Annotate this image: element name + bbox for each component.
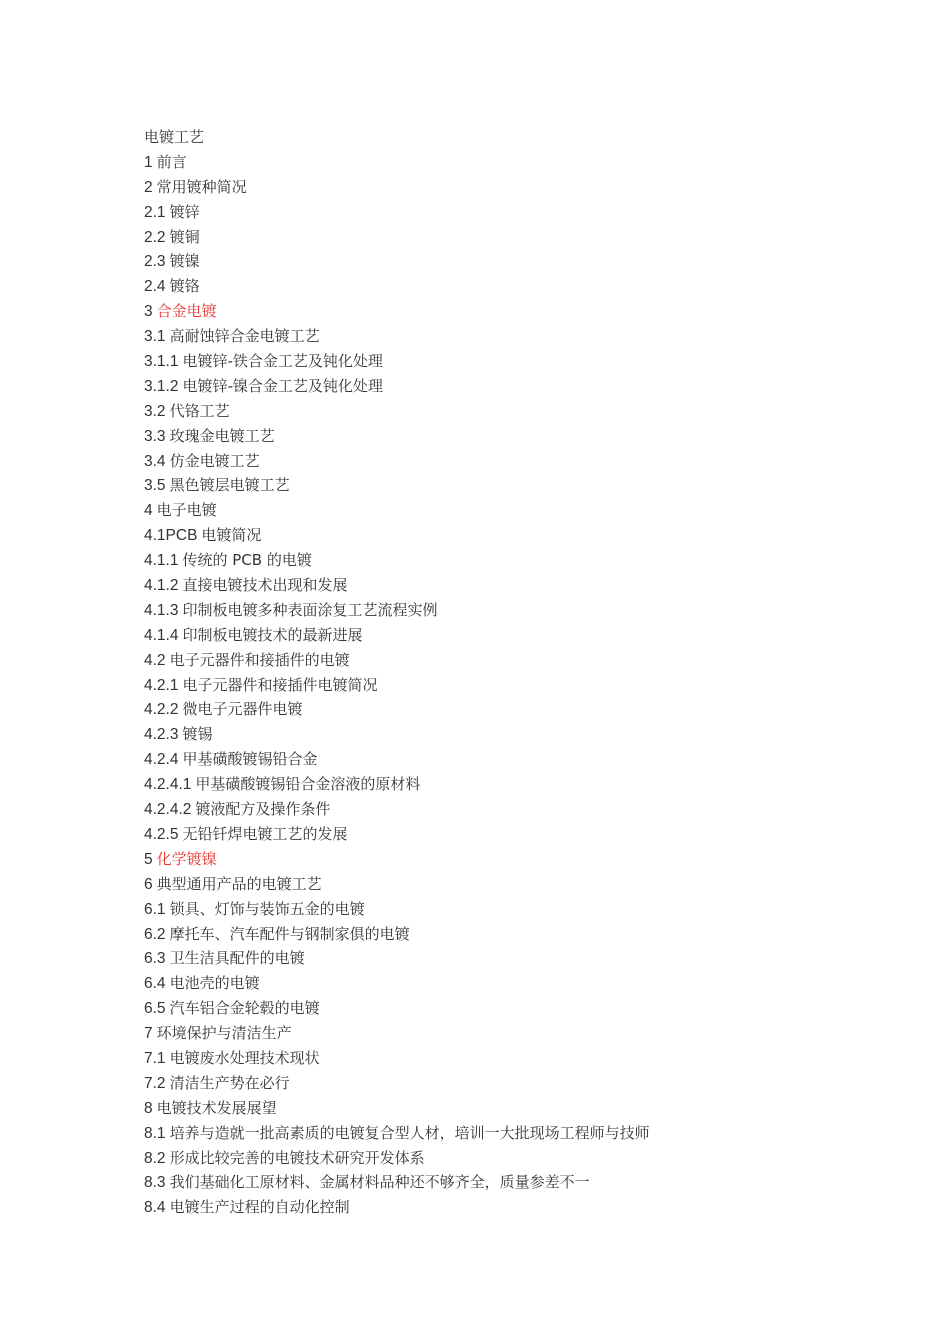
toc-entry	[144, 175, 904, 200]
toc-entry-text: 镀铜	[169, 227, 200, 246]
toc-entry-number: 4.1.2	[144, 577, 179, 595]
toc-entry-number: 3.3	[144, 427, 166, 445]
toc-entry-number: 4	[144, 502, 153, 520]
toc-entry-number: 3.4	[144, 452, 166, 470]
toc-entry-text: 代铬工艺	[169, 401, 230, 420]
toc-entry-text: 高耐蚀锌合金电镀工艺	[169, 327, 320, 346]
toc-entry-number: 4.1.1	[144, 552, 179, 570]
toc-entry-number: 6.4	[144, 975, 166, 993]
toc-entry-number: 2.3	[144, 253, 166, 271]
toc-entry	[144, 274, 904, 299]
toc-entry-text: 卫生洁具配件的电镀	[169, 949, 305, 968]
toc-entry-text: 玫瑰金电镀工艺	[169, 426, 275, 445]
document-page	[144, 125, 904, 1220]
toc-entry	[144, 299, 904, 324]
toc-entry-number: 6.5	[144, 1000, 166, 1018]
toc-entry-text: 我们基础化工原材料、金属材料品种还不够齐全，质量参差不一	[169, 1173, 590, 1192]
toc-entry-text: 典型通用产品的电镀工艺	[156, 874, 322, 893]
toc-entry-number: 3.2	[144, 402, 166, 420]
toc-entry-number: 4.2.3	[144, 726, 179, 744]
toc-entry	[144, 797, 904, 822]
toc-entry	[144, 200, 904, 225]
toc-entry	[144, 971, 904, 996]
toc-entry	[144, 1121, 904, 1146]
toc-entry-text: 电镀废水处理技术现状	[169, 1048, 320, 1067]
toc-entry	[144, 1195, 904, 1220]
toc-entry	[144, 772, 904, 797]
toc-entry-text: 镀液配方及操作条件	[195, 800, 331, 819]
toc-entry	[144, 872, 904, 897]
toc-entry-number: 4.2	[144, 651, 166, 669]
toc-entry	[144, 374, 904, 399]
toc-entry-number: 6.2	[144, 925, 166, 943]
toc-entry-text: 镀镍	[169, 252, 200, 271]
toc-entry	[144, 548, 904, 573]
toc-entry-text: 电镀生产过程的自动化控制	[169, 1198, 350, 1217]
toc-entry-text: 印制板电镀技术的最新进展	[182, 625, 363, 644]
toc-entry-number: 1	[144, 153, 153, 171]
toc-entry-text: 化学镀镍	[156, 849, 217, 868]
toc-entry	[144, 822, 904, 847]
toc-entry-number: 4.1PCB	[144, 527, 198, 545]
toc-entry	[144, 150, 904, 175]
toc-entry	[144, 996, 904, 1021]
toc-entry	[144, 598, 904, 623]
toc-entry	[144, 349, 904, 374]
toc-entry	[144, 623, 904, 648]
toc-entry-text: 常用镀种简况	[156, 177, 247, 196]
toc-entry-text: 电镀锌-铁合金工艺及钝化处理	[182, 352, 383, 371]
toc-entry-text: 合金电镀	[156, 302, 217, 321]
toc-entry-number: 2.1	[144, 203, 166, 221]
toc-entry-number: 4.2.1	[144, 676, 179, 694]
toc-entry-text: 印制板电镀多种表面涂复工艺流程实例	[182, 600, 438, 619]
toc-entry-text: 电子元器件和接插件电镀简况	[182, 675, 378, 694]
toc-entry-number: 3.1	[144, 328, 166, 346]
toc-entry-number: 7	[144, 1025, 153, 1043]
toc-entry-text: 直接电镀技术出现和发展	[182, 576, 348, 595]
toc-entry	[144, 946, 904, 971]
toc-entry-text: 传统的 PCB 的电镀	[182, 551, 312, 570]
toc-entry-text: 镀铬	[169, 277, 200, 296]
toc-entry-number: 8.4	[144, 1199, 166, 1217]
toc-entry-number: 4.1.4	[144, 626, 179, 644]
toc-entry-number: 4.2.5	[144, 825, 179, 843]
toc-entry-number: 3	[144, 303, 153, 321]
toc-entry-number: 2.4	[144, 278, 166, 296]
toc-entry-text: 前言	[156, 152, 187, 171]
toc-entry-text: 甲基磺酸镀锡铅合金溶液的原材料	[195, 775, 421, 794]
toc-entry-number: 8.2	[144, 1149, 166, 1167]
toc-entry-text: 电镀锌-镍合金工艺及钝化处理	[182, 376, 383, 395]
toc-entry	[144, 648, 904, 673]
toc-entry	[144, 1071, 904, 1096]
toc-entry	[144, 673, 904, 698]
toc-entry-text: 黑色镀层电镀工艺	[169, 476, 290, 495]
toc-entry-text: 锁具、灯饰与装饰五金的电镀	[169, 899, 365, 918]
toc-entry	[144, 697, 904, 722]
toc-entry-text: 微电子元器件电镀	[182, 700, 303, 719]
document-title: 电镀工艺	[144, 128, 205, 146]
toc-entry-text: 汽车铝合金轮毂的电镀	[169, 999, 320, 1018]
toc-entry-number: 4.2.2	[144, 701, 179, 719]
toc-entry-text: 电镀技术发展展望	[156, 1098, 277, 1117]
toc-entry-number: 5	[144, 850, 153, 868]
toc-entry	[144, 324, 904, 349]
toc-entry-number: 6.1	[144, 900, 166, 918]
toc-entry-number: 3.1.2	[144, 377, 179, 395]
toc-entry-text: 镀锌	[169, 202, 200, 221]
toc-entry	[144, 847, 904, 872]
toc-entry-text: 镀锡	[182, 725, 213, 744]
toc-entry	[144, 747, 904, 772]
toc-entry	[144, 1096, 904, 1121]
toc-entry	[144, 1021, 904, 1046]
toc-entry	[144, 225, 904, 250]
toc-entry	[144, 897, 904, 922]
toc-entry-number: 2	[144, 178, 153, 196]
toc-entry	[144, 922, 904, 947]
table-of-contents	[144, 150, 904, 1220]
toc-entry-number: 8	[144, 1099, 153, 1117]
toc-entry-number: 4.2.4.1	[144, 776, 192, 794]
toc-entry-text: 电镀简况	[201, 526, 262, 545]
toc-entry-number: 8.3	[144, 1174, 166, 1192]
toc-entry-text: 电池壳的电镀	[169, 974, 260, 993]
toc-entry-number: 4.2.4.2	[144, 801, 192, 819]
toc-entry	[144, 449, 904, 474]
toc-entry-number: 6	[144, 875, 153, 893]
toc-entry	[144, 722, 904, 747]
toc-entry-text: 甲基磺酸镀锡铅合金	[182, 750, 318, 769]
toc-entry	[144, 573, 904, 598]
toc-entry	[144, 399, 904, 424]
toc-entry-text: 无铅钎焊电镀工艺的发展	[182, 824, 348, 843]
toc-entry-number: 3.1.1	[144, 353, 179, 371]
toc-entry-number: 8.1	[144, 1124, 166, 1142]
toc-entry-text: 清洁生产势在必行	[169, 1073, 290, 1092]
toc-entry-text: 环境保护与清洁生产	[156, 1024, 292, 1043]
toc-entry-number: 3.5	[144, 477, 166, 495]
toc-entry	[144, 498, 904, 523]
toc-entry	[144, 424, 904, 449]
toc-entry-number: 4.2.4	[144, 751, 179, 769]
toc-entry-number: 2.2	[144, 228, 166, 246]
toc-entry-number: 7.2	[144, 1074, 166, 1092]
toc-entry-text: 摩托车、汽车配件与钢制家俱的电镀	[169, 924, 410, 943]
toc-entry	[144, 1046, 904, 1071]
toc-entry	[144, 473, 904, 498]
toc-entry-text: 培养与造就一批高素质的电镀复合型人材，培训一大批现场工程师与技师	[169, 1123, 650, 1142]
toc-entry	[144, 1146, 904, 1171]
toc-entry-text: 电子电镀	[156, 501, 217, 520]
toc-entry	[144, 249, 904, 274]
toc-entry-text: 电子元器件和接插件的电镀	[169, 650, 350, 669]
toc-entry-number: 7.1	[144, 1049, 166, 1067]
toc-entry-text: 仿金电镀工艺	[169, 451, 260, 470]
toc-entry-number: 4.1.3	[144, 601, 179, 619]
toc-entry	[144, 523, 904, 548]
toc-entry	[144, 1170, 904, 1195]
toc-entry-number: 6.3	[144, 950, 166, 968]
toc-entry-text: 形成比较完善的电镀技术研究开发体系	[169, 1148, 425, 1167]
